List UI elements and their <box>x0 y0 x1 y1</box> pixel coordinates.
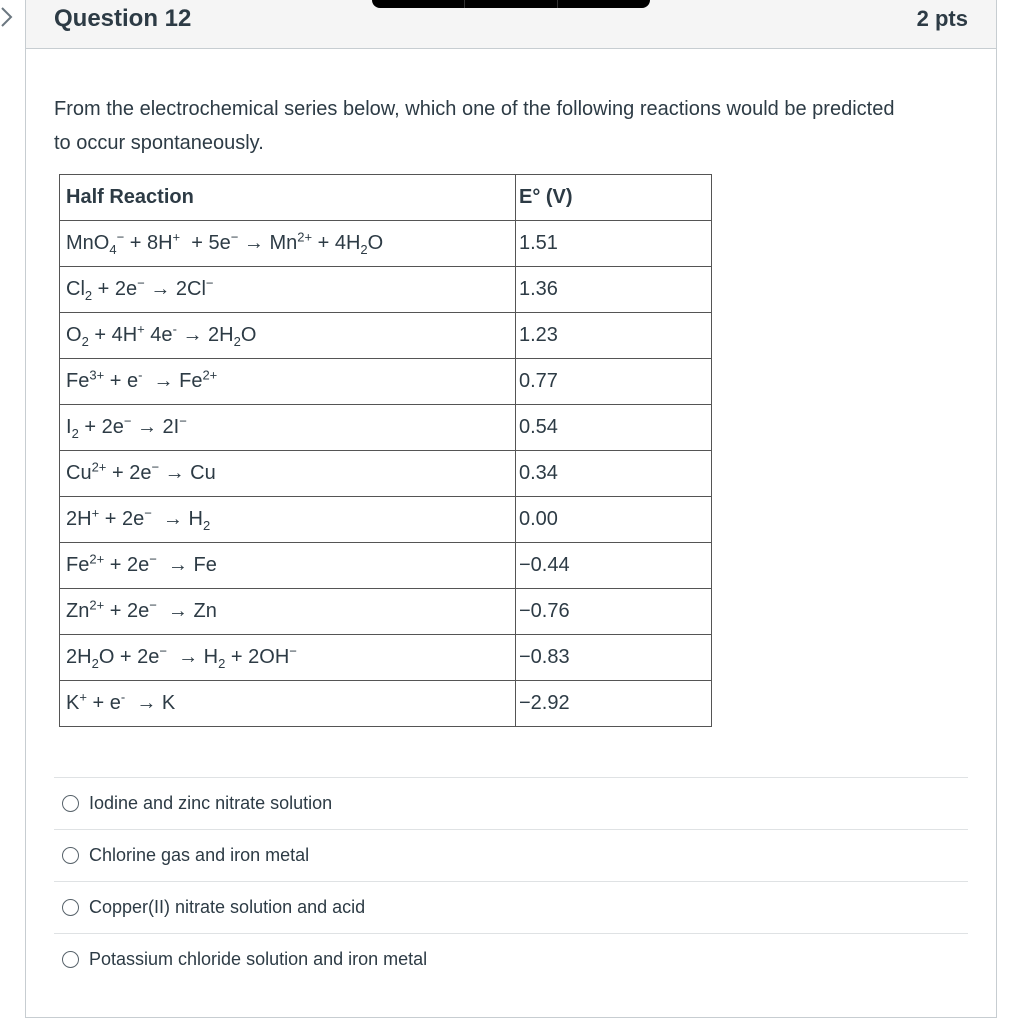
half-reaction-cell: $Zn^{2+} + 2e^- \to Zn$ <box>60 589 516 635</box>
table-row <box>60 543 712 589</box>
header-potential: E° (V) <box>516 175 712 221</box>
potential-cell: −2.92 <box>516 681 712 727</box>
radio-button-icon[interactable] <box>62 847 79 864</box>
table-row <box>60 221 712 267</box>
radio-button-icon[interactable] <box>62 899 79 916</box>
potential-cell: −0.83 <box>516 635 712 681</box>
potential-cell: −0.76 <box>516 589 712 635</box>
answer-option[interactable] <box>54 933 968 985</box>
potential-cell: 1.51 <box>516 221 712 267</box>
table-row <box>60 359 712 405</box>
answer-label: Iodine and zinc nitrate solution <box>89 793 333 813</box>
half-reaction-cell: $2H^+ + 2e^- \to H_2$ <box>60 497 516 543</box>
table-row <box>60 589 712 635</box>
radio-button-icon[interactable] <box>62 951 79 968</box>
half-reaction-cell: $MnO_4^- + 8H^+ + 5e^- \to Mn^{2+} + 4H_2O$ <box>60 221 516 267</box>
answer-option[interactable] <box>54 829 968 881</box>
half-reaction-cell: $I_2 + 2e^- \to 2I^-$ <box>60 405 516 451</box>
potential-cell: 0.00 <box>516 497 712 543</box>
table-row <box>60 313 712 359</box>
table-row <box>60 635 712 681</box>
half-reaction-cell: $Cu^{2+} + 2e^- \to Cu$ <box>60 451 516 497</box>
table-row <box>60 405 712 451</box>
chevron-right-icon[interactable] <box>0 6 14 28</box>
table-row <box>60 267 712 313</box>
radio-button-icon[interactable] <box>62 795 79 812</box>
half-reaction-cell: $Fe^{3+} + e^- \to Fe^{2+}$ <box>60 359 516 405</box>
answer-label: Copper(II) nitrate solution and acid <box>89 897 366 917</box>
potential-cell: −0.44 <box>516 543 712 589</box>
table-header-row <box>60 175 712 221</box>
top-toolbar <box>372 0 650 8</box>
half-reaction-cell: K+ + e- → K <box>60 681 516 727</box>
question-text: From the electrochemical series below, which one of the following reactions would be predicted to occur spontaneously. <box>54 98 895 154</box>
half-reaction-cell: $O_2 + 4H^+$ $4e^- \to 2H_2O$ <box>60 313 516 359</box>
answer-option[interactable] <box>54 881 968 933</box>
answer-label: Potassium chloride solution and iron metal <box>89 949 428 969</box>
potential-cell: 1.23 <box>516 313 712 359</box>
half-reaction-cell: $Cl_2 + 2e^- \to 2Cl^-$ <box>60 267 516 313</box>
answer-label: Chlorine gas and iron metal <box>89 845 310 865</box>
table-row <box>60 681 712 727</box>
half-reaction-cell: $Fe^{2+} + 2e^- \to Fe$ <box>60 543 516 589</box>
answer-option[interactable] <box>54 777 968 829</box>
potential-cell: 0.77 <box>516 359 712 405</box>
half-reaction-cell: $2H_2O + 2e^- \to H_2 + 2OH^-$ <box>60 635 516 681</box>
question-points: 2 pts <box>916 6 968 31</box>
table-row <box>60 497 712 543</box>
potential-cell: 0.34 <box>516 451 712 497</box>
potential-cell: 0.54 <box>516 405 712 451</box>
potential-cell: 1.36 <box>516 267 712 313</box>
electrochemical-series-table <box>59 174 712 727</box>
header-half-reaction: Half Reaction <box>60 175 516 221</box>
question-title: Question 12 <box>54 5 192 32</box>
table-row <box>60 451 712 497</box>
answer-list <box>54 777 968 985</box>
